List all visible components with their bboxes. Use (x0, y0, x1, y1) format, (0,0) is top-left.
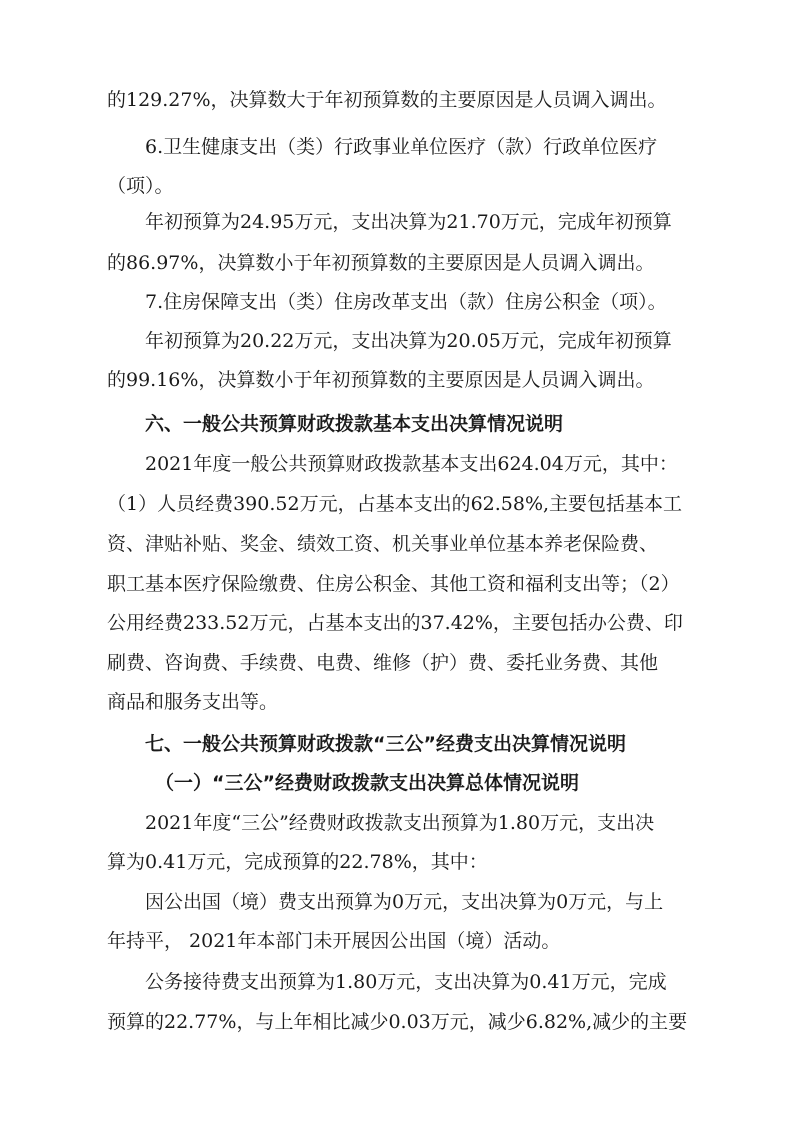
paragraph-line: 刷费、咨询费、手续费、电费、维修（护）费、委托业务费、其他 (107, 652, 659, 674)
paragraph-line: 公用经费233.52万元，占基本支出的37.42%，主要包括办公费、印 (107, 612, 683, 634)
section-heading-7: 七、一般公共预算财政拨款“三公”经费支出决算情况说明 (145, 733, 626, 755)
paragraph-line: 的99.16%，决算数小于年初预算数的主要原因是人员调入调出。 (107, 369, 655, 391)
paragraph-line: 商品和服务支出等。 (107, 691, 279, 713)
paragraph-line: 预算的22.77%，与上年相比减少0.03万元，减少6.82%,减少的主要 (107, 1011, 687, 1033)
paragraph-line: 年初预算为20.22万元，支出决算为20.05万元，完成年初预算 (145, 330, 672, 352)
paragraph-line: 年初预算为24.95万元，支出决算为21.70万元，完成年初预算 (145, 211, 672, 233)
subsection-heading-1: （一）“三公”经费财政拨款支出决算总体情况说明 (155, 772, 579, 794)
paragraph-line: 算为0.41万元，完成预算的22.78%，其中： (107, 851, 488, 873)
paragraph-line: 资、津贴补贴、奖金、绩效工资、机关事业单位基本养老保险费、 (107, 533, 659, 555)
paragraph-line: （项）。 (107, 175, 174, 197)
section-heading-6: 六、一般公共预算财政拨款基本支出决算情况说明 (145, 413, 564, 435)
paragraph-line: 公务接待费支出预算为1.80万元，支出决算为0.41万元，完成 (145, 971, 667, 993)
item-7-title: 7.住房保障支出（类）住房改革支出（款）住房公积金（项）。 (145, 291, 667, 313)
paragraph-line: 2021年度一般公共预算财政拨款基本支出624.04万元，其中： (145, 453, 678, 475)
paragraph-line: 因公出国（境）费支出预算为0万元，支出决算为0万元，与上 (145, 891, 664, 913)
paragraph-line: 的86.97%，决算数小于年初预算数的主要原因是人员调入调出。 (107, 252, 655, 274)
paragraph-line: 的129.27%，决算数大于年初预算数的主要原因是人员调入调出。 (107, 89, 667, 111)
item-6-title: 6.卫生健康支出（类）行政事业单位医疗（款）行政单位医疗 (145, 136, 658, 158)
paragraph-line: 年持平， 2021年本部门未开展因公出国（境）活动。 (107, 930, 561, 952)
paragraph-line: 职工基本医疗保险缴费、住房公积金、其他工资和福利支出等；（2） (107, 573, 680, 595)
paragraph-line: （1）人员经费390.52万元，占基本支出的62.58%,主要包括基本工 (107, 493, 683, 515)
paragraph-line: 2021年度“三公”经费财政拨款支出预算为1.80万元，支出决 (145, 812, 655, 834)
